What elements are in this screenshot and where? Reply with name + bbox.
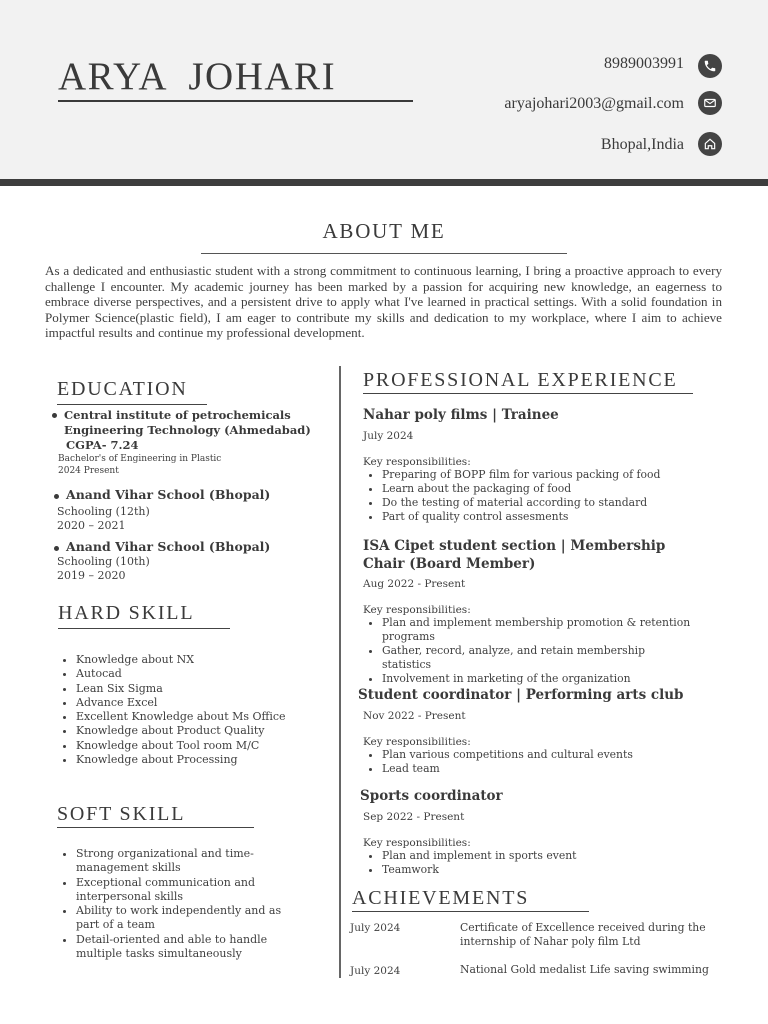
achievement-text: Certificate of Excellence received during the internship of Nahar poly film Ltd [460, 921, 706, 948]
hard-skill-underline [58, 628, 230, 629]
education-years: 2020 – 2021 [57, 519, 126, 532]
job-title: Nahar poly films | Trainee [363, 407, 559, 423]
name-underline [58, 100, 413, 102]
list-item: • Teamwork [382, 863, 700, 877]
list-item: • Part of quality control assesments [382, 510, 703, 524]
achievement-date: July 2024 [350, 922, 401, 934]
home-icon [698, 132, 722, 156]
education-title: EDUCATION [57, 378, 188, 400]
job-entry [363, 407, 703, 524]
achievement-date: July 2024 [350, 965, 401, 977]
achievements-title: ACHIEVEMENTS [352, 887, 530, 909]
job-responsibilities-label: Key responsibilities: [363, 455, 471, 468]
job-entry [360, 788, 700, 877]
list-item: • Lean Six Sigma [76, 682, 336, 696]
job-title: ISA Cipet student section | Membership Chair (Board Member) [363, 538, 666, 572]
achievement-text: National Gold medalist Life saving swimming [460, 963, 709, 976]
list-item: • Preparing of BOPP film for various packing of food [382, 468, 703, 482]
soft-skill-list [57, 847, 298, 961]
list-item: • Detail-oriented and able to handle multiple tasks simultaneously [76, 933, 298, 962]
job-responsibilities-label: Key responsibilities: [363, 836, 471, 849]
job-title: Sports coordinator [360, 788, 503, 804]
education-school: Anand Vihar School (Bhopal) [66, 539, 271, 554]
job-title: Student coordinator | Performing arts club [358, 687, 684, 703]
education-degree: Schooling (12th) [57, 505, 150, 518]
bullet-icon [54, 494, 59, 499]
phone-icon [698, 54, 722, 78]
hard-skill-list [57, 653, 336, 767]
job-date: Aug 2022 - Present [363, 578, 466, 590]
list-item: • Plan and implement membership promotion & retention programs [382, 616, 693, 644]
education-item [57, 408, 327, 477]
header-divider-bar [0, 179, 768, 186]
list-item: • Lead team [382, 762, 698, 776]
job-date: Nov 2022 - Present [363, 709, 466, 722]
list-item: • Ability to work independently and as part of a team [76, 904, 298, 933]
education-item [57, 487, 270, 532]
experience-title: PROFESSIONAL EXPERIENCE [363, 369, 678, 391]
job-responsibilities-label: Key responsibilities: [363, 735, 471, 748]
list-item: • Knowledge about NX [76, 653, 336, 667]
education-grade: CGPA- 7.24 [66, 438, 139, 452]
job-entry [358, 687, 698, 776]
list-item: • Involvement in marketing of the organization [382, 672, 693, 686]
job-entry [363, 538, 693, 686]
job-responsibilities [363, 468, 703, 524]
job-date: Sep 2022 - Present [363, 810, 465, 823]
list-item: • Plan various competitions and cultural events [382, 748, 698, 762]
list-item: • Exceptional communication and interpersonal skills [76, 876, 298, 905]
experience-underline [363, 393, 693, 394]
list-item: • Knowledge about Tool room M/C [76, 739, 336, 753]
education-years: 2019 – 2020 [57, 569, 126, 582]
candidate-name: ARYA JOHARI [58, 55, 337, 98]
about-title: ABOUT ME [322, 219, 446, 243]
hard-skill-title: HARD SKILL [58, 602, 195, 624]
education-item [57, 539, 270, 582]
list-item: • Learn about the packaging of food [382, 482, 703, 496]
location: Bhopal,India [600, 136, 684, 153]
bullet-icon [54, 546, 59, 551]
list-item: • Knowledge about Product Quality [76, 724, 336, 738]
education-underline [57, 404, 207, 405]
education-school: Central institute of petrochemicals Engineering Technology (Ahmedabad) [64, 408, 311, 437]
list-item: • Plan and implement in sports event [382, 849, 700, 863]
list-item: • Excellent Knowledge about Ms Office [76, 710, 336, 724]
list-item: • Knowledge about Processing [76, 753, 336, 767]
list-item: • Strong organizational and time-management skills [76, 847, 298, 876]
list-item: • Gather, record, analyze, and retain membership statistics [382, 644, 693, 672]
soft-skill-title: SOFT SKILL [57, 803, 186, 825]
bullet-icon [52, 413, 57, 418]
job-responsibilities [363, 849, 700, 877]
education-degree: Bachelor's of Engineering in Plastic [58, 454, 222, 464]
list-item: • Advance Excel [76, 696, 336, 710]
job-responsibilities [363, 748, 698, 776]
column-divider [339, 366, 341, 978]
list-item: • Do the testing of material according to standard [382, 496, 703, 510]
job-date: July 2024 [363, 429, 414, 442]
job-responsibilities [363, 616, 693, 686]
email-address: aryajohari2003@gmail.com [504, 95, 684, 112]
education-years: 2024 Present [58, 466, 119, 476]
achievements-underline [352, 911, 589, 912]
phone-number: 8989003991 [604, 55, 684, 72]
mail-icon [698, 91, 722, 115]
about-underline [201, 253, 567, 254]
job-responsibilities-label: Key responsibilities: [363, 604, 471, 616]
education-degree: Schooling (10th) [57, 555, 150, 568]
soft-skill-underline [57, 827, 254, 828]
list-item: • Autocad [76, 667, 336, 681]
about-text: As a dedicated and enthusiastic student with a strong commitment to continuous learning, I bring a proactive approach to every challenge I encounter. My academic journey has been marked by a passion for acquiring new knowledge, an eagerness to embrace diverse perspectives, and a persistent drive to apply what I've learned in practical settings. With a solid foundation in Polymer Science(plastic field), I am eager to contribute my skills and dedication to my workplace, where I aim to achieve impactful results and continue my professional development. [45, 263, 722, 340]
education-school: Anand Vihar School (Bhopal) [66, 487, 271, 502]
